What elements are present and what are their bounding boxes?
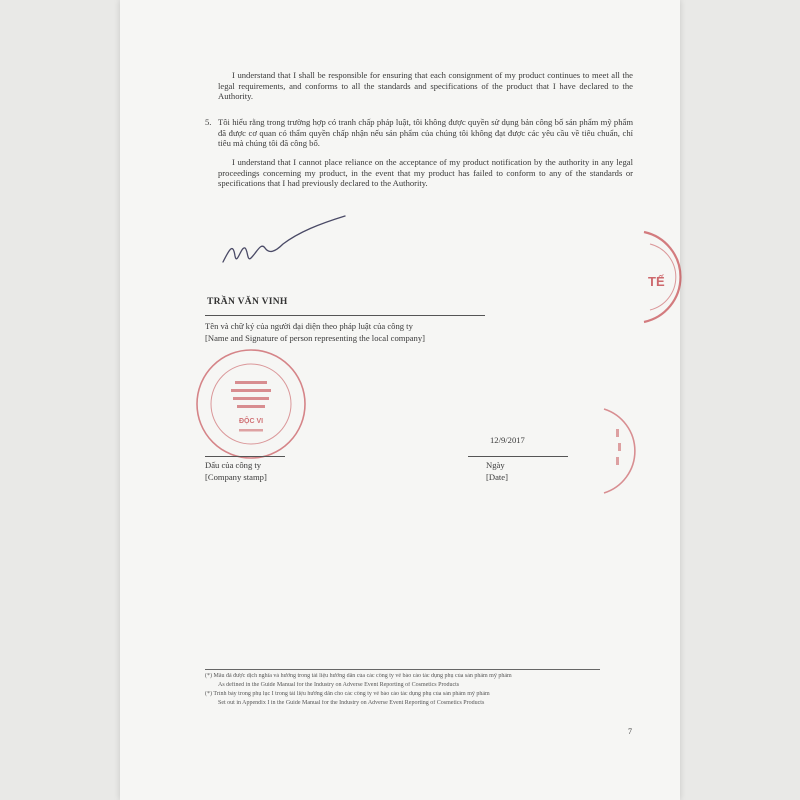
stamp-line [205, 456, 285, 457]
date-line [468, 456, 568, 457]
footnote-1-vi: (*) Mẫu đã được dịch nghĩa và hướng trong tài liệu hướng dẫn của các công ty về báo cáo tác dụng phụ của sản phẩm mỹ phẩm [205, 673, 512, 679]
footnote-1-en: As defined in the Guide Manual for the Industry on Adverse Event Reporting of Cosmetics Products [218, 682, 460, 688]
paragraph-responsibility: I understand that I shall be responsible for ensuring that each consignment of my product continues to meet all the legal requirements, and conforms to all the standards and specifications of the product that I have declared to the Authority. [218, 70, 633, 102]
footnote-2-en: Set out in Appendix I in the Guide Manual for the Industry on Adverse Event Reporting of Cosmetics Products [218, 700, 485, 706]
paragraph-vietnamese: Tôi hiểu rằng trong trường hợp có tranh chấp pháp luật, tôi không được quyền sử dụng bản công bố sản phẩm mỹ phẩm đã được cơ quan có thẩm quyền chấp nhận nếu sản phẩm của chúng tôi không đạt được các yêu cầu về tiêu chuẩn, chỉ tiêu mà chúng tôi đã công bố. [218, 117, 633, 149]
edge-seal-text: TẾ [648, 274, 665, 289]
stamp-label-en: [Company stamp] [205, 472, 267, 482]
company-stamp [192, 345, 310, 463]
edge-seal-bottom [600, 405, 638, 497]
signature-label-en: [Name and Signature of person representing the local company] [205, 333, 426, 343]
signer-name: TRẦN VĂN VINH [207, 297, 288, 307]
signature-label-vi: Tên và chữ ký của người đại diện theo pháp luật của công ty [205, 321, 413, 331]
paragraph-reliance: I understand that I cannot place reliance on the acceptance of my product notification by the authority in any legal proceedings concerning my product, in the event that my product has failed to conform to any of the standards or specifications that I had previously declared to the Authority. [218, 157, 633, 189]
company-stamp-text: ĐỘC VI [238, 418, 264, 425]
footnote-2-vi: (*) Trình bày trong phụ lục I trong tài liệu hướng dẫn cho các công ty về báo cáo tác dụng phụ của sản phẩm mỹ phẩm [205, 691, 490, 697]
date-label-en: [Date] [486, 472, 508, 482]
edge-seal-top [640, 228, 688, 326]
footnote-separator [205, 669, 600, 670]
item-number: 5. [205, 117, 212, 127]
signature-line [205, 315, 485, 316]
stamp-label-vi: Dấu của công ty [205, 460, 262, 470]
page-number: 7 [628, 727, 632, 736]
date-value: 12/9/2017 [490, 435, 525, 445]
date-label-vi: Ngày [486, 460, 505, 470]
signature-image [215, 212, 355, 272]
